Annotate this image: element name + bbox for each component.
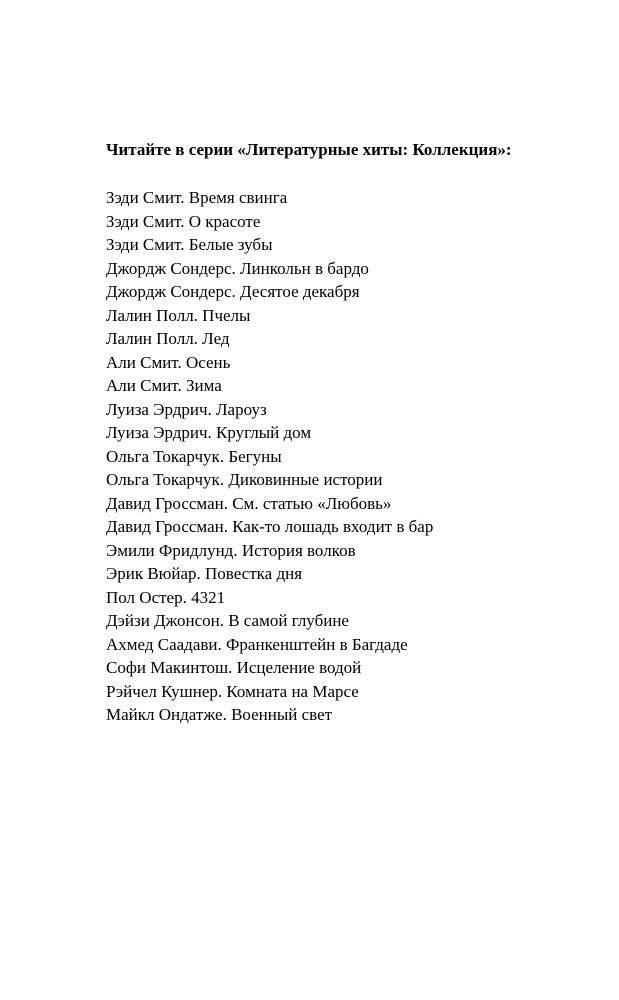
list-item: Дэйзи Джонсон. В самой глубине — [106, 611, 349, 630]
list-item: Зэди Смит. О красоте — [106, 211, 261, 231]
list-item: Ахмед Саадави. Франкенштейн в Багдаде — [106, 634, 408, 654]
list-item: Джордж Сондерс. Десятое декабря — [106, 282, 360, 301]
list-item: Рэйчел Кушнер. Комната на Марсе — [106, 681, 359, 701]
list-item: Ольга Токарчук. Диковинные истории — [106, 470, 383, 489]
list-item: Софи Макинтош. Исцеление водой — [106, 658, 362, 677]
series-heading: Читайте в серии «Литературные хиты: Коллекция»: — [106, 140, 512, 159]
list-item: Ольга Токарчук. Бегуны — [106, 446, 282, 466]
list-item: Али Смит. Осень — [106, 352, 231, 372]
list-item: Эмили Фридлунд. История волков — [106, 540, 356, 560]
list-item: Зэди Смит. Белые зубы — [106, 235, 273, 254]
list-item: Пол Остер. 4321 — [106, 587, 226, 607]
list-item: Зэди Смит. Время свинга — [106, 188, 288, 207]
list-item: Майкл Ондатже. Военный свет — [106, 705, 333, 724]
book-list — [106, 186, 433, 727]
list-item: Эрик Вюйар. Повестка дня — [106, 564, 303, 583]
list-item: Давид Гроссман. См. статью «Любовь» — [106, 493, 392, 513]
list-item: Луиза Эрдрич. Лароуз — [106, 399, 267, 419]
list-item: Лалин Полл. Пчелы — [106, 305, 251, 325]
list-item: Джордж Сондерс. Линкольн в бардо — [106, 258, 369, 278]
list-item: Луиза Эрдрич. Круглый дом — [106, 423, 312, 442]
list-item: Лалин Полл. Лед — [106, 329, 230, 348]
list-item: Давид Гроссман. Как-то лошадь входит в бар — [106, 517, 434, 536]
list-item: Али Смит. Зима — [106, 376, 222, 395]
